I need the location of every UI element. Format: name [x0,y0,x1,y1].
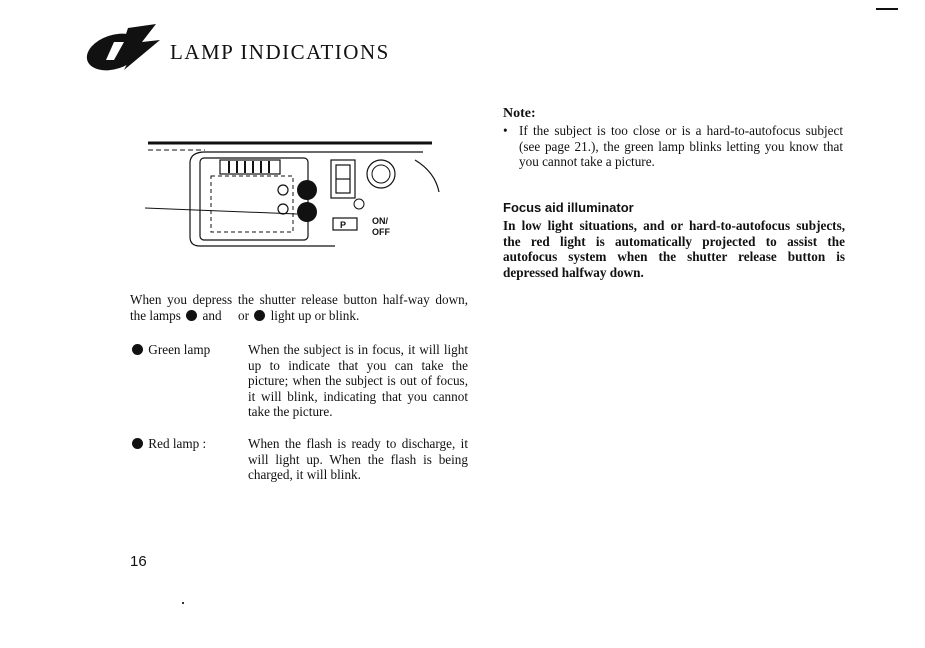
diagram-button-label: P [340,220,347,230]
red-lamp-dot-icon [132,438,143,449]
print-speck [182,602,184,604]
green-lamp-label-wrap [130,342,210,358]
green-lamp-label: Green lamp [148,342,211,357]
page-corner-mark [876,8,898,10]
intro-text-1: When you depress the shutter release button half-way down, the lamps [130,292,468,323]
intro-text-2: and [202,307,222,323]
red-lamp-label: Red lamp : [148,436,207,451]
note-bullet: • [503,123,508,138]
page-title: LAMP INDICATIONS [170,40,390,64]
page-number: 16 [130,553,147,570]
flash-lamp-logo-icon [84,20,166,72]
diagram-switch-off-label: OFF [372,227,390,237]
green-lamp-entry [130,342,470,442]
note-text: If the subject is too close or is a hard-to-autofocus subject (see page 21.), the green lamp blinks letting you know that you cannot take a picture. [519,123,843,170]
lamp-dot-icon [254,310,265,321]
intro-paragraph [130,292,468,323]
intro-text-3: or [238,307,250,323]
diagram-switch-on-label: ON/ [372,216,389,226]
camera-top-panel-diagram [145,132,445,252]
red-lamp-label-wrap [130,436,206,452]
note-heading: Note: [503,106,536,121]
red-lamp-entry [130,436,470,506]
red-lamp-description: When the flash is ready to discharge, it will light up. When the flash is being charged, it will blink. [248,436,468,483]
green-lamp-description: When the subject is in focus, it will light up to indicate that you can take the picture; when the subject is out of focus, it will blink, indicating that you cannot take the picture. [248,342,468,420]
focus-aid-text: In low light situations, and or hard-to-autofocus subjects, the red light is automatically projected to assist the autofocus system when the shutter release button is depressed halfway down. [503,218,845,280]
focus-aid-heading: Focus aid illuminator [503,200,634,215]
intro-text-4: light up or blink. [270,307,360,323]
green-lamp-dot-icon [132,344,143,355]
note-paragraph [503,123,843,170]
lamp-dot-icon [186,310,197,321]
